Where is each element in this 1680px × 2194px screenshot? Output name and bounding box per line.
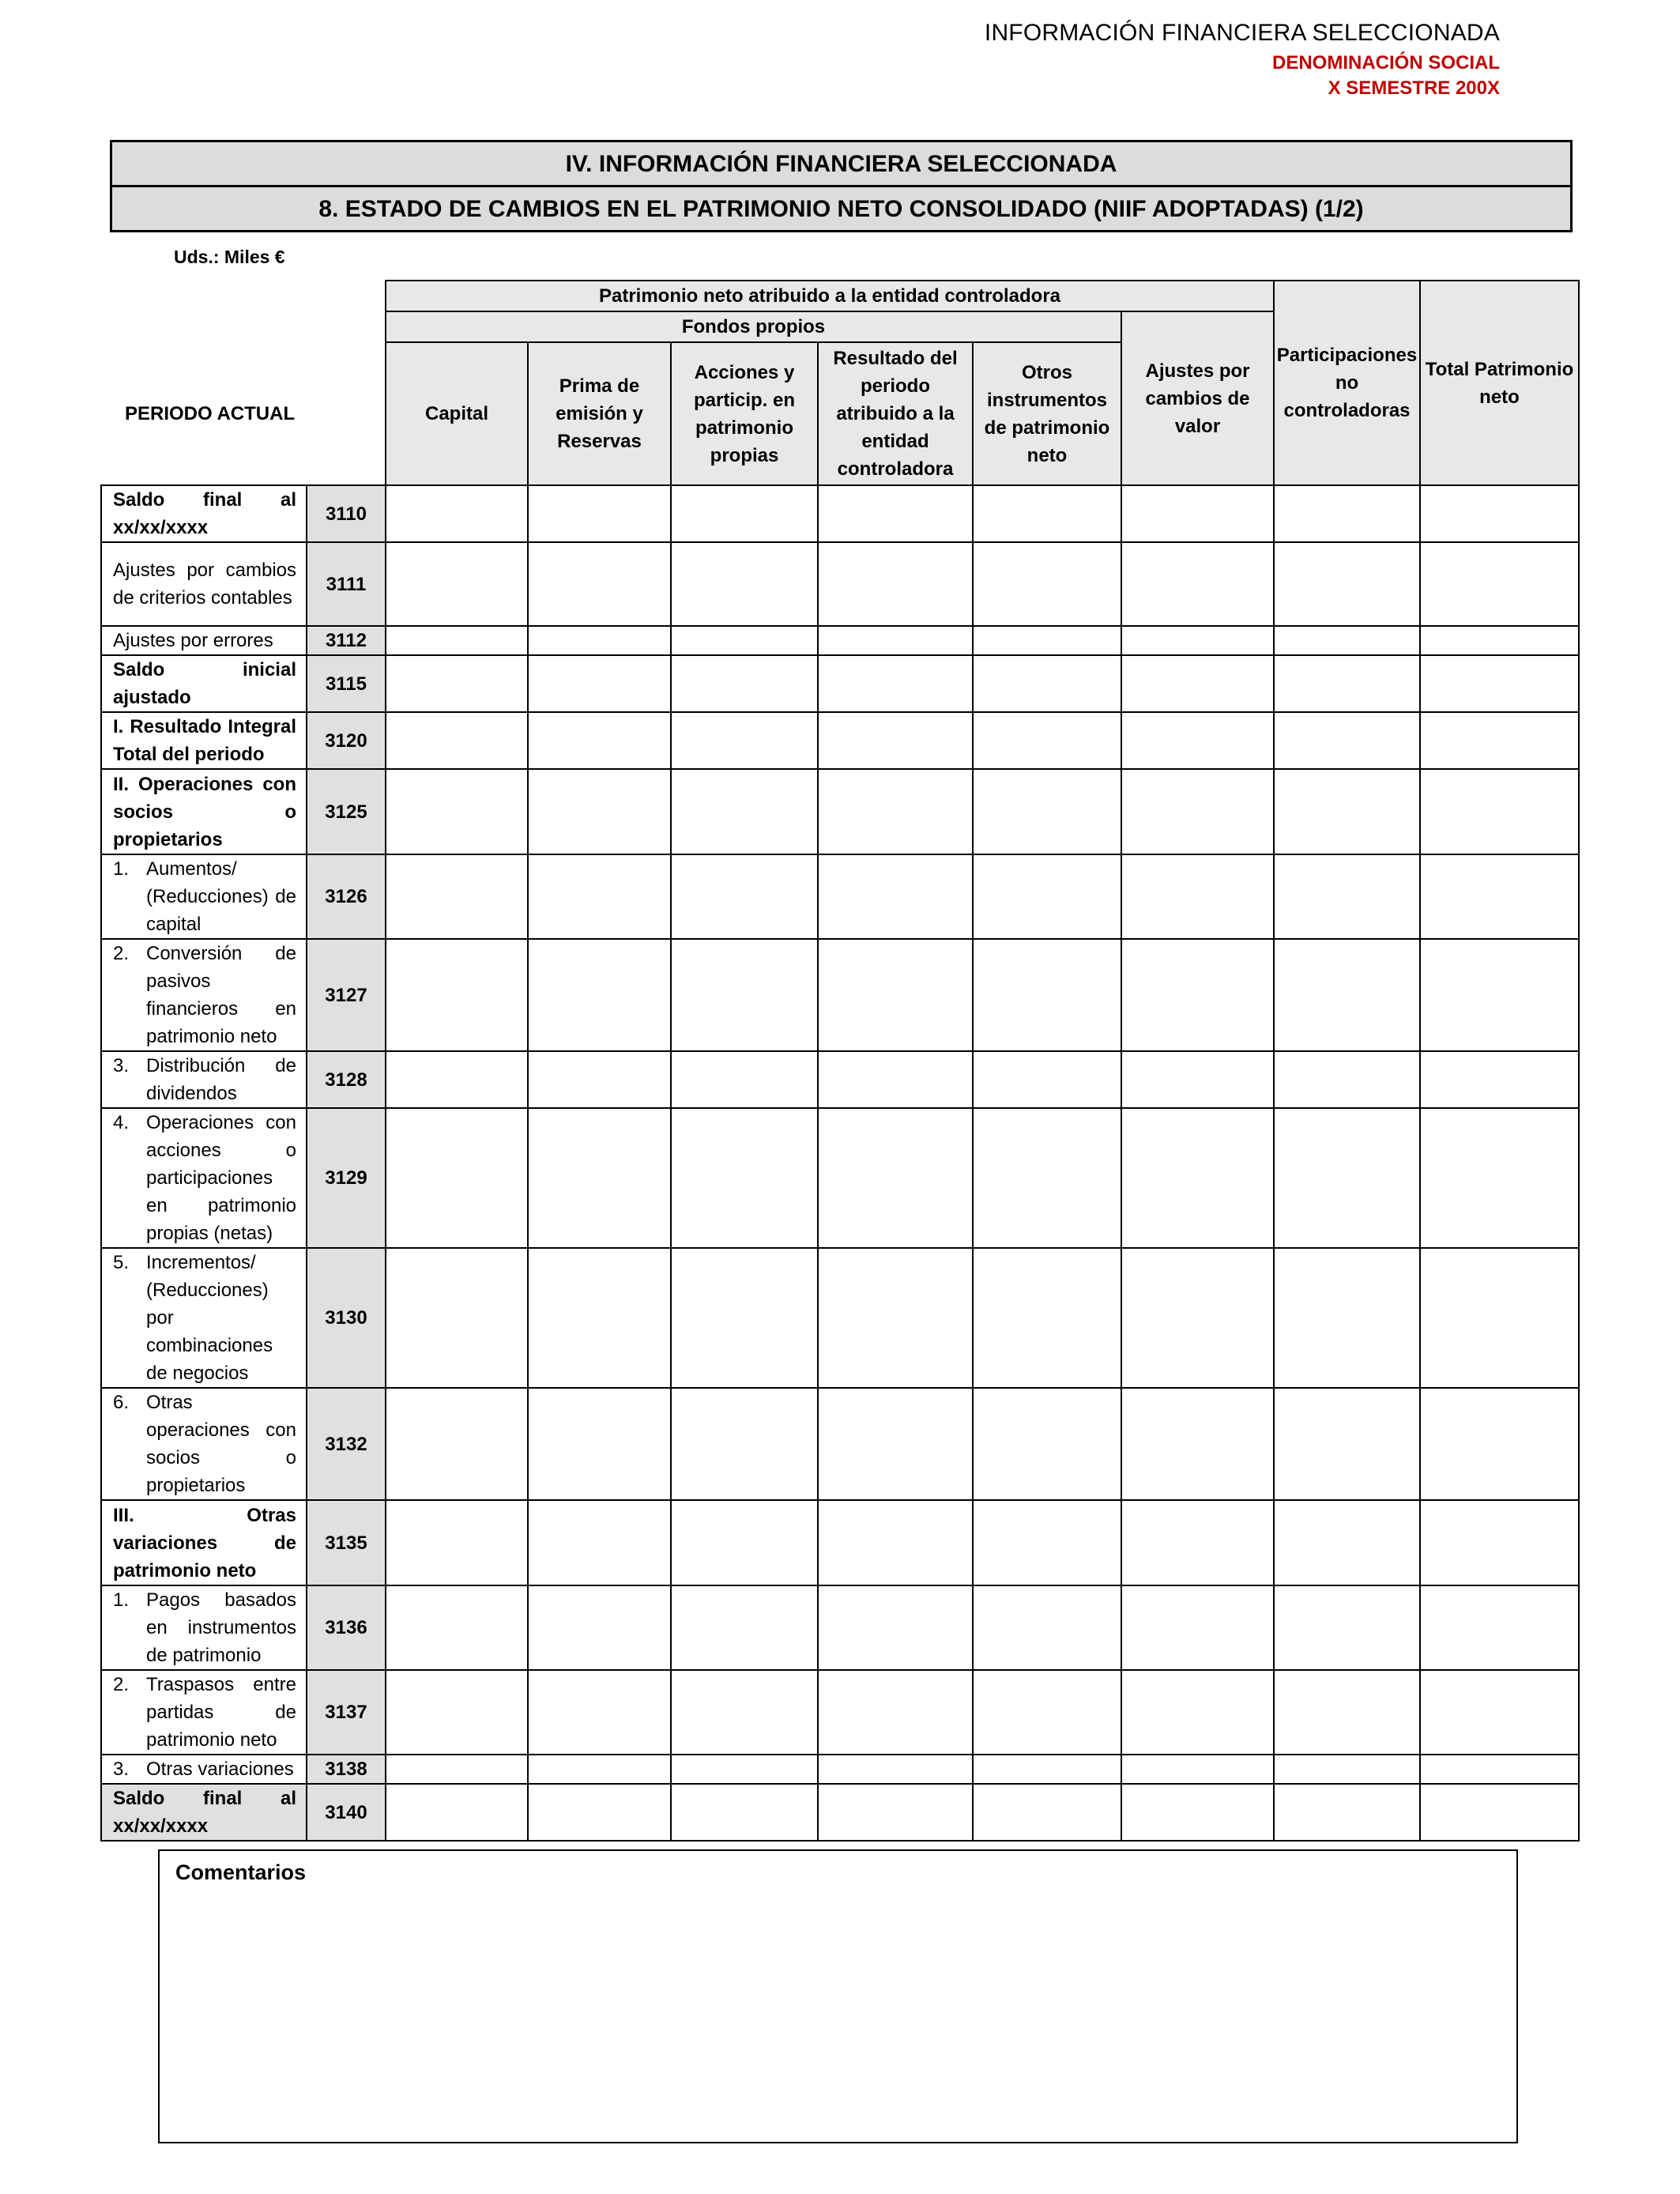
data-cell[interactable] [973, 1670, 1121, 1755]
period-label: PERIODO ACTUAL [101, 342, 386, 485]
data-cell[interactable] [386, 542, 528, 626]
row-text: Traspasos entre partidas de patrimonio neto [146, 1674, 296, 1751]
table-row [101, 655, 1579, 712]
table-row [101, 1051, 1579, 1108]
data-cell[interactable] [671, 1670, 818, 1755]
data-cell[interactable] [528, 854, 671, 939]
data-cell[interactable] [1121, 1051, 1274, 1108]
data-cell[interactable] [1274, 1585, 1420, 1670]
row-number: 3. [113, 1759, 130, 1780]
row-label: Saldo inicial ajustado [101, 655, 307, 712]
table-row [101, 712, 1579, 769]
comments-box[interactable] [158, 1849, 1518, 2143]
data-cell[interactable] [1420, 655, 1579, 712]
row-number: 6. [113, 1392, 130, 1413]
units-label: Uds.: Miles € [174, 247, 285, 267]
data-cell[interactable] [973, 1248, 1121, 1388]
data-cell[interactable] [973, 626, 1121, 655]
data-cell[interactable] [1274, 712, 1420, 769]
data-cell[interactable] [818, 1755, 973, 1784]
row-text: Incrementos/ (Reducciones) por combinaciones de negocios [146, 1252, 273, 1384]
column-header: Prima de emisión y Reservas [528, 342, 671, 485]
data-cell[interactable] [973, 542, 1121, 626]
data-cell[interactable] [818, 1500, 973, 1585]
header-title: INFORMACIÓN FINANCIERA SELECCIONADA [984, 20, 1500, 46]
data-cell[interactable] [973, 485, 1121, 542]
data-cell[interactable] [528, 485, 671, 542]
data-cell[interactable] [973, 939, 1121, 1051]
row-text: Aumentos/ (Reducciones) de capital [146, 858, 296, 935]
row-code: 3140 [307, 1784, 386, 1841]
data-cell[interactable] [818, 485, 973, 542]
data-cell[interactable] [1121, 1755, 1274, 1784]
data-cell[interactable] [1121, 1108, 1274, 1248]
row-number: 2. [113, 943, 130, 964]
data-cell[interactable] [386, 1670, 528, 1755]
data-cell[interactable] [973, 655, 1121, 712]
row-label: Saldo final al xx/xx/xxxx [101, 485, 307, 542]
data-cell[interactable] [818, 1585, 973, 1670]
data-cell[interactable] [973, 769, 1121, 854]
data-cell[interactable] [528, 1388, 671, 1500]
data-cell[interactable] [818, 712, 973, 769]
data-cell[interactable] [528, 1784, 671, 1841]
data-cell[interactable] [386, 712, 528, 769]
table-row [101, 1585, 1579, 1670]
row-label [101, 1248, 307, 1388]
table-row [101, 854, 1579, 939]
data-cell[interactable] [1420, 1755, 1579, 1784]
data-cell[interactable] [818, 626, 973, 655]
data-cell[interactable] [1274, 655, 1420, 712]
table-row [101, 1108, 1579, 1248]
data-cell[interactable] [528, 1585, 671, 1670]
row-code: 3115 [307, 655, 386, 712]
data-cell[interactable] [1121, 769, 1274, 854]
data-cell[interactable] [973, 1500, 1121, 1585]
data-cell[interactable] [818, 542, 973, 626]
data-cell[interactable] [818, 1388, 973, 1500]
data-cell[interactable] [386, 1500, 528, 1585]
data-cell[interactable] [1274, 626, 1420, 655]
data-cell[interactable] [1274, 769, 1420, 854]
data-cell[interactable] [1274, 1670, 1420, 1755]
data-cell[interactable] [1121, 485, 1274, 542]
data-cell[interactable] [386, 1755, 528, 1784]
data-cell[interactable] [1420, 1388, 1579, 1500]
subgroup-header: Fondos propios [386, 311, 1121, 342]
data-cell[interactable] [1121, 1670, 1274, 1755]
comments-title: Comentarios [175, 1860, 307, 1884]
data-cell[interactable] [1274, 485, 1420, 542]
row-code: 3132 [307, 1388, 386, 1500]
row-label: I. Resultado Integral Total del periodo [101, 712, 307, 769]
row-code: 3112 [307, 626, 386, 655]
data-cell[interactable] [528, 769, 671, 854]
row-text: Conversión de pasivos financieros en patrimonio neto [146, 943, 296, 1047]
row-text: Otras operaciones con socios o propietarios [146, 1392, 296, 1496]
group-header: Patrimonio neto atribuido a la entidad controladora [386, 281, 1274, 311]
row-number: 3. [113, 1055, 130, 1076]
row-code: 3120 [307, 712, 386, 769]
data-cell[interactable] [1420, 1784, 1579, 1841]
data-cell[interactable] [973, 1388, 1121, 1500]
row-code: 3130 [307, 1248, 386, 1388]
data-cell[interactable] [1274, 1108, 1420, 1248]
data-cell[interactable] [1420, 712, 1579, 769]
header-spacer [101, 311, 386, 342]
data-cell[interactable] [386, 1784, 528, 1841]
data-cell[interactable] [973, 854, 1121, 939]
data-cell[interactable] [528, 712, 671, 769]
data-cell[interactable] [386, 769, 528, 854]
data-cell[interactable] [973, 712, 1121, 769]
data-cell[interactable] [386, 1585, 528, 1670]
data-cell[interactable] [1420, 626, 1579, 655]
data-cell[interactable] [973, 1755, 1121, 1784]
data-cell[interactable] [973, 1585, 1121, 1670]
data-cell[interactable] [528, 542, 671, 626]
data-cell[interactable] [973, 1051, 1121, 1108]
column-header: Capital [386, 342, 528, 485]
data-cell[interactable] [818, 939, 973, 1051]
row-label [101, 854, 307, 939]
table-row [101, 1784, 1579, 1841]
row-label: III. Otras variaciones de patrimonio neto [101, 1500, 307, 1585]
data-cell[interactable] [1121, 854, 1274, 939]
data-cell[interactable] [671, 1500, 818, 1585]
data-cell[interactable] [1274, 1388, 1420, 1500]
data-cell[interactable] [1274, 939, 1420, 1051]
data-cell[interactable] [818, 655, 973, 712]
data-cell[interactable] [1274, 1248, 1420, 1388]
data-cell[interactable] [818, 1784, 973, 1841]
data-cell[interactable] [528, 1500, 671, 1585]
data-cell[interactable] [1121, 712, 1274, 769]
data-cell[interactable] [386, 1051, 528, 1108]
data-cell[interactable] [1121, 1585, 1274, 1670]
section-banner [110, 140, 1573, 232]
data-cell[interactable] [528, 626, 671, 655]
row-number: 2. [113, 1674, 130, 1695]
data-cell[interactable] [528, 1248, 671, 1388]
data-cell[interactable] [671, 769, 818, 854]
row-label [101, 1051, 307, 1108]
row-code: 3136 [307, 1585, 386, 1670]
table-row [101, 485, 1579, 542]
data-cell[interactable] [818, 769, 973, 854]
data-cell[interactable] [1121, 626, 1274, 655]
data-cell[interactable] [1420, 1500, 1579, 1585]
row-code: 3135 [307, 1500, 386, 1585]
table-row [101, 1500, 1579, 1585]
data-cell[interactable] [386, 1248, 528, 1388]
row-label [101, 1670, 307, 1755]
data-cell[interactable] [386, 626, 528, 655]
data-cell[interactable] [386, 1388, 528, 1500]
row-label: Saldo final al xx/xx/xxxx [101, 1784, 307, 1841]
data-cell[interactable] [1121, 1784, 1274, 1841]
row-label [101, 1585, 307, 1670]
row-label [101, 939, 307, 1051]
data-cell[interactable] [386, 939, 528, 1051]
table-row [101, 939, 1579, 1051]
data-cell[interactable] [671, 626, 818, 655]
row-number: 4. [113, 1112, 130, 1133]
column-header: Total Patrimonio neto [1420, 281, 1579, 485]
data-cell[interactable] [818, 1670, 973, 1755]
data-cell[interactable] [386, 655, 528, 712]
table-row [101, 1755, 1579, 1784]
data-cell[interactable] [671, 1051, 818, 1108]
row-label [101, 1108, 307, 1248]
column-header: Ajustes por cambios de valor [1121, 311, 1274, 485]
table-row [101, 626, 1579, 655]
data-cell[interactable] [528, 655, 671, 712]
row-code: 3126 [307, 854, 386, 939]
data-cell[interactable] [1420, 1585, 1579, 1670]
data-cell[interactable] [386, 1108, 528, 1248]
row-text: Otras variaciones [146, 1759, 294, 1780]
data-cell[interactable] [1274, 1784, 1420, 1841]
table-row [101, 1670, 1579, 1755]
data-cell[interactable] [1121, 655, 1274, 712]
row-code: 3110 [307, 485, 386, 542]
data-cell[interactable] [528, 939, 671, 1051]
data-cell[interactable] [671, 712, 818, 769]
column-header: Resultado del periodo atribuido a la entidad controladora [818, 342, 973, 485]
data-cell[interactable] [671, 1108, 818, 1248]
row-text: Distribución de dividendos [146, 1055, 296, 1104]
data-cell[interactable] [528, 1670, 671, 1755]
equity-changes-table [100, 280, 1580, 1842]
data-cell[interactable] [1420, 1051, 1579, 1108]
row-label [101, 1755, 307, 1784]
data-cell[interactable] [1274, 542, 1420, 626]
table-row [101, 1248, 1579, 1388]
page-header [985, 16, 1500, 101]
data-cell[interactable] [1121, 1248, 1274, 1388]
row-code: 3111 [307, 542, 386, 626]
data-cell[interactable] [1420, 485, 1579, 542]
data-cell[interactable] [671, 655, 818, 712]
data-cell[interactable] [1420, 854, 1579, 939]
data-cell[interactable] [818, 1051, 973, 1108]
column-header: Participaciones no controladoras [1274, 281, 1420, 485]
data-cell[interactable] [1121, 939, 1274, 1051]
header-spacer [101, 281, 386, 311]
data-cell[interactable] [1420, 542, 1579, 626]
row-code: 3137 [307, 1670, 386, 1755]
row-number: 1. [113, 1589, 130, 1611]
data-cell[interactable] [1420, 1248, 1579, 1388]
data-cell[interactable] [528, 1108, 671, 1248]
row-label: Ajustes por errores [101, 626, 307, 655]
data-cell[interactable] [818, 1248, 973, 1388]
row-label: II. Operaciones con socios o propietarios [101, 769, 307, 854]
column-header: Acciones y particip. en patrimonio propias [671, 342, 818, 485]
data-cell[interactable] [1274, 1755, 1420, 1784]
data-cell[interactable] [671, 485, 818, 542]
data-cell[interactable] [671, 542, 818, 626]
table-row [101, 769, 1579, 854]
data-cell[interactable] [973, 1108, 1121, 1248]
data-cell[interactable] [1420, 1108, 1579, 1248]
data-cell[interactable] [1274, 1051, 1420, 1108]
data-cell[interactable] [818, 1108, 973, 1248]
header-entity: DENOMINACIÓN SOCIAL [1272, 52, 1500, 74]
data-cell[interactable] [386, 854, 528, 939]
data-cell[interactable] [1121, 542, 1274, 626]
row-code: 3127 [307, 939, 386, 1051]
row-label: Ajustes por cambios de criterios contables [101, 542, 307, 626]
section-title: IV. INFORMACIÓN FINANCIERA SELECCIONADA [112, 142, 1570, 185]
data-cell[interactable] [973, 1784, 1121, 1841]
statement-title: 8. ESTADO DE CAMBIOS EN EL PATRIMONIO NETO CONSOLIDADO (NIIF ADOPTADAS) (1/2) [112, 185, 1570, 230]
data-cell[interactable] [671, 1248, 818, 1388]
header-period: X SEMESTRE 200X [1328, 77, 1500, 99]
data-cell[interactable] [1274, 854, 1420, 939]
data-cell[interactable] [671, 939, 818, 1051]
data-cell[interactable] [671, 1755, 818, 1784]
data-cell[interactable] [671, 1784, 818, 1841]
data-cell[interactable] [671, 1388, 818, 1500]
row-number: 1. [113, 858, 130, 880]
data-cell[interactable] [1274, 1500, 1420, 1585]
table-row [101, 542, 1579, 626]
data-cell[interactable] [1121, 1388, 1274, 1500]
data-cell[interactable] [671, 854, 818, 939]
row-code: 3129 [307, 1108, 386, 1248]
row-label [101, 1388, 307, 1500]
data-cell[interactable] [1420, 1670, 1579, 1755]
row-code: 3125 [307, 769, 386, 854]
column-header: Otros instrumentos de patrimonio neto [973, 342, 1121, 485]
data-cell[interactable] [528, 1755, 671, 1784]
data-cell[interactable] [528, 1051, 671, 1108]
row-code: 3138 [307, 1755, 386, 1784]
row-code: 3128 [307, 1051, 386, 1108]
data-cell[interactable] [1420, 939, 1579, 1051]
data-cell[interactable] [386, 485, 528, 542]
table-row [101, 1388, 1579, 1500]
row-text: Pagos basados en instrumentos de patrimonio [146, 1589, 296, 1666]
data-cell[interactable] [1121, 1500, 1274, 1585]
data-cell[interactable] [671, 1585, 818, 1670]
row-number: 5. [113, 1252, 130, 1273]
data-cell[interactable] [818, 854, 973, 939]
data-cell[interactable] [1420, 769, 1579, 854]
row-text: Operaciones con acciones o participaciones en patrimonio propias (netas) [146, 1112, 296, 1244]
